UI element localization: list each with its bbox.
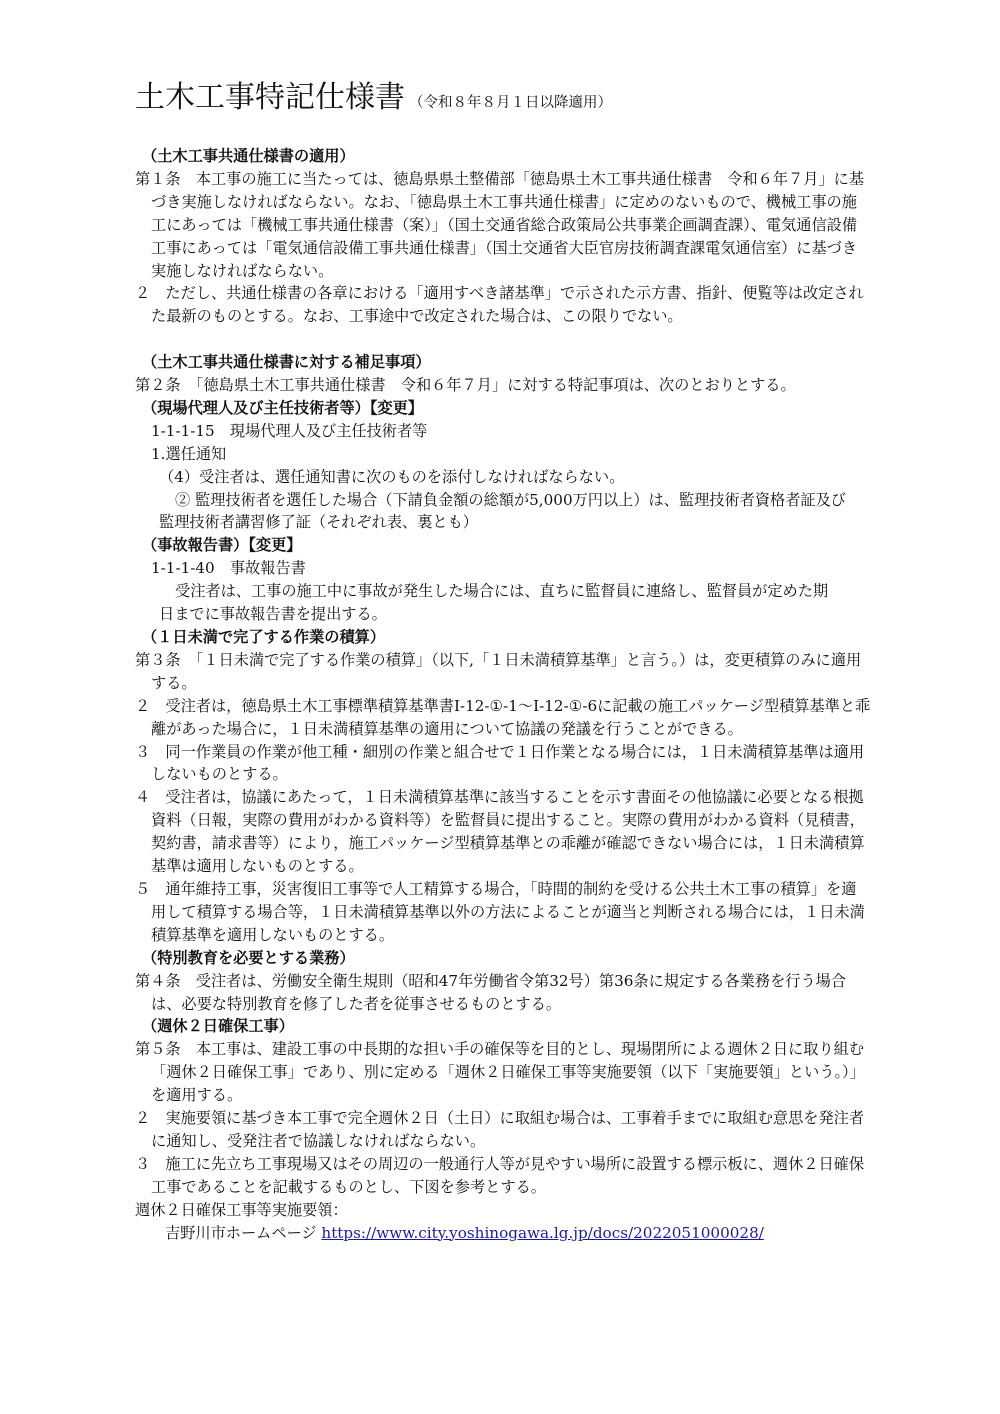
article-5-paragraph-3: ３ 施工に先立ち工事現場又はその周辺の一般通行人等が見やすい場所に設置する標示板に、週休２日確保工事であることを記載するものとし、下図を参考とする。 bbox=[135, 1154, 864, 1196]
article-5: 第５条 本工事は、建設工事の中長期的な担い手の確保等を目的とし、現場閉所による週休２日に取り組む「週休２日確保工事」であり、別に定める「週休２日確保工事等実施要領（以下「実施要領」という。）」を適用する。 bbox=[135, 1040, 865, 1105]
article-3: 第３条 「１日未満で完了する作業の積算」（以下,「１日未満積算基準」と言う。）は，変更積算のみに適用する。 bbox=[135, 650, 862, 692]
reference-site-name: 吉野川市ホームページ bbox=[165, 1223, 317, 1242]
clause-text-line: 日までに事故報告書を提出する。 bbox=[159, 605, 387, 624]
section-heading: （１日未満で完了する作業の積算） bbox=[142, 628, 385, 647]
spacer bbox=[135, 328, 871, 351]
clause-point: 1.選任通知 bbox=[151, 444, 227, 463]
reference-label: 週休２日確保工事等実施要領： bbox=[135, 1200, 348, 1219]
clause-number: 1-1-1-40 事故報告書 bbox=[151, 559, 306, 578]
title-main: 土木工事特記仕様書 bbox=[135, 80, 405, 115]
clause-subpoint-line: ② 監理技術者を選任した場合（下請負金額の総額が5,000万円以上）は、監理技術者資格者証及び bbox=[175, 490, 846, 509]
article-5-paragraph-2: ２ 実施要領に基づき本工事で完全週休２日（土日）に取組む場合は、工事着手までに取組む意思を発注者に通知し、受発注者で協議しなければならない。 bbox=[135, 1109, 864, 1150]
section-heading: （週休２日確保工事） bbox=[142, 1017, 294, 1036]
article-1-paragraph-2: ２ ただし、共通仕様書の各章における「適用すべき諸基準」で示された示方書、指針、便覧等は改定された最新のものとする。なお、工事途中で改定された場合は、この限りでない。 bbox=[135, 284, 864, 326]
section-heading: （特別教育を必要とする業務） bbox=[142, 948, 355, 967]
clause-number: 1-1-1-15 現場代理人及び主任技術者等 bbox=[151, 421, 428, 440]
document-title bbox=[135, 78, 612, 123]
section-heading: （土木工事共通仕様書に対する補足事項） bbox=[142, 353, 431, 372]
document-body bbox=[135, 145, 871, 1244]
subsection-heading: （現場代理人及び主任技術者等）【変更】 bbox=[142, 398, 423, 417]
subsection-heading: （事故報告書）【変更】 bbox=[142, 536, 302, 555]
article-3-paragraph-4: ４ 受注者は，協議にあたって，１日未満積算基準に該当することを示す書面その他協議に必要となる根拠資料（日報，実際の費用がわかる資料等）を監督員に提出すること。実際の費用がわかる資料（見積書，契約書，請求書等）により，施工パッケージ型積算基準との乖離が確認できない場合には，１日未満積算基準は適用しないものとする。 bbox=[135, 788, 865, 876]
article-4: 第４条 受注者は、労働安全衛生規則（昭和47年労働省令第32号）第36条に規定する各業務を行う場合は、必要な特別教育を修了した者を従事させるものとする。 bbox=[135, 971, 847, 1013]
clause-text-line: 受注者は、工事の施工中に事故が発生した場合には、直ちに監督員に連絡し、監督員が定めた期 bbox=[175, 582, 829, 601]
clause-subpoint: （4）受注者は、選任通知書に次のものを添付しなければならない。 bbox=[159, 467, 625, 486]
article-3-paragraph-2: ２ 受注者は，徳島県土木工事標準積算基準書Ⅰ-12-①-1～Ⅰ-12-①-6に記載の施工パッケージ型積算基準と乖離があった場合に，１日未満積算基準の適用について協議の発議を行うことができる。 bbox=[135, 696, 871, 738]
section-heading: （土木工事共通仕様書の適用） bbox=[142, 147, 355, 165]
article-3-paragraph-3: ３ 同一作業員の作業が他工種・細別の作業と組合せで１日作業となる場合には，１日未満積算基準は適用しないものとする。 bbox=[135, 742, 864, 784]
article-2: 第２条 「徳島県土木工事共通仕様書 令和６年７月」に対する特記事項は、次のとおりとする。 bbox=[135, 376, 796, 395]
clause-subpoint-line: 監理技術者講習修了証（それぞれ表、裏とも） bbox=[159, 513, 478, 532]
reference-line bbox=[135, 1222, 871, 1245]
article-1: 第１条 本工事の施工に当たっては、徳島県県土整備部「徳島県土木工事共通仕様書 令和６年７月」に基づき実施しなければならない。なお、「徳島県土木工事共通仕様書」に定めのないもので、機械工事の施工にあっては「機械工事共通仕様書（案）」（国土交通省総合政策局公共事業企画調査課）、電気通信設備工事にあっては「電気通信設備工事共通仕様書」（国土交通省大臣官房技術調査課電気通信室）に基づき実施しなければならない。 bbox=[135, 169, 864, 280]
reference-url-link[interactable]: https://www.city.yoshinogawa.lg.jp/docs/2022051000028/ bbox=[321, 1223, 764, 1242]
article-3-paragraph-5: ５ 通年維持工事，災害復旧工事等で人工精算する場合，「時間的制約を受ける公共土木工事の積算」を適用して積算する場合等，１日未満積算基準以外の方法によることが適当と判断される場合には，１日未満積算基準を適用しないものとする。 bbox=[135, 879, 865, 944]
title-subtitle: （令和８年８月１日以降適用） bbox=[409, 95, 612, 111]
